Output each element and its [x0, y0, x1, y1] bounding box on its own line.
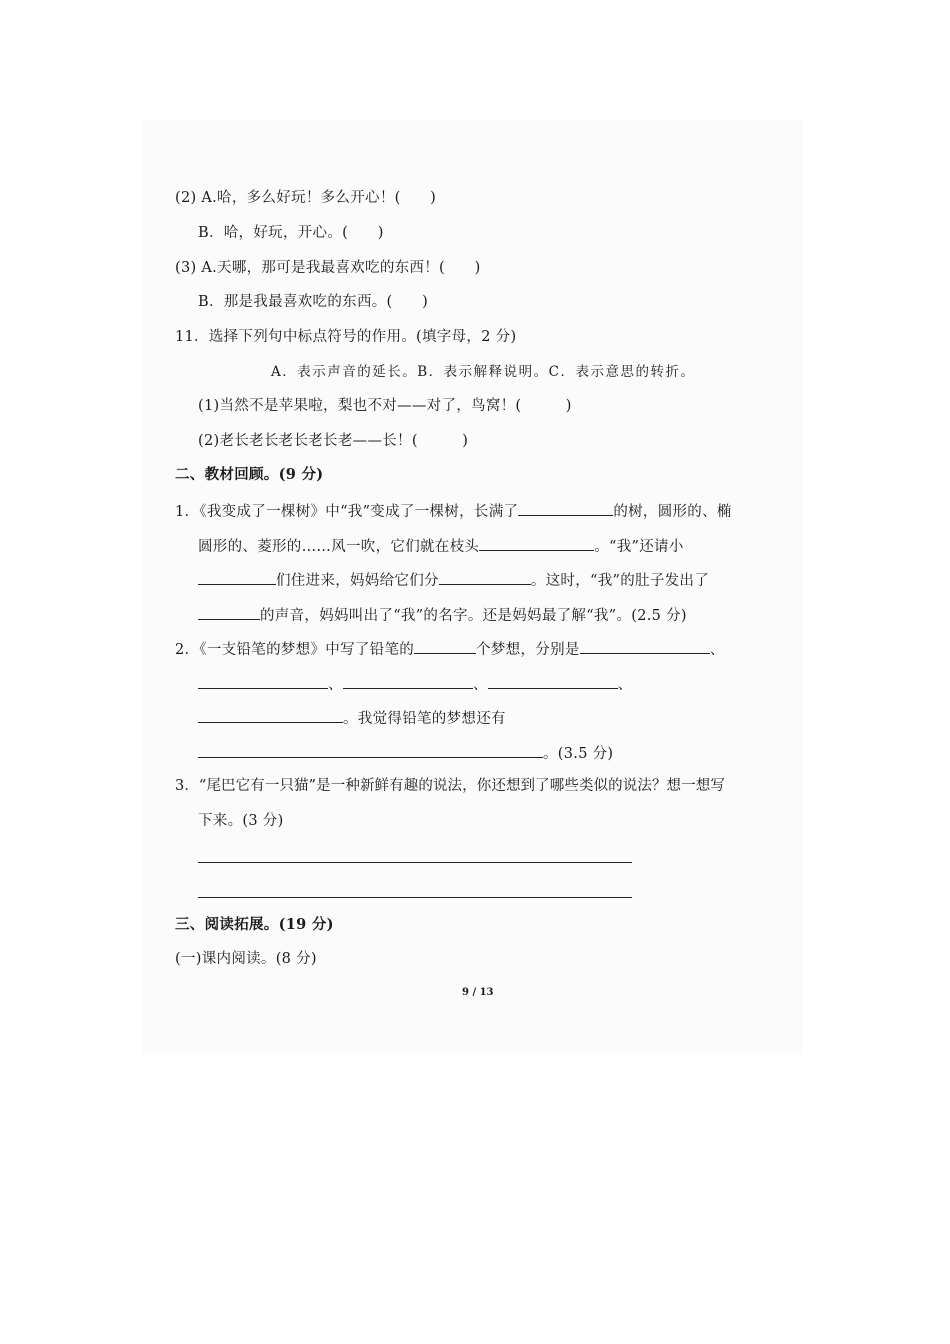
q11-title: 11．选择下列句中标点符号的作用。(填字母，2 分) — [175, 329, 517, 345]
answer-blank[interactable] — [479, 535, 594, 551]
s2q1-line4 — [198, 604, 687, 626]
page-number: 9 / 13 — [462, 987, 494, 998]
s2q2-line3-text: 。我觉得铅笔的梦想还有 — [343, 711, 506, 727]
s2q2-line1-text-a: 2．《一支铅笔的梦想》中写了铅笔的 — [175, 642, 415, 658]
q10-3-option-a: (3) A.天哪，那可是我最喜欢吃的东西！( ) — [175, 260, 481, 276]
q10-2-option-b: B．哈，好玩，开心。( ) — [198, 225, 384, 241]
q11-options: A．表示声音的延长。B．表示解释说明。C．表示意思的转折。 — [271, 364, 696, 380]
s2q1-line1 — [175, 500, 732, 522]
s2q1-line2-text-b: 。“我”还请小 — [594, 539, 684, 555]
answer-blank[interactable] — [198, 673, 328, 689]
separator: 、 — [472, 677, 488, 693]
s2q2-line4 — [198, 742, 613, 764]
answer-blank[interactable] — [488, 673, 618, 689]
section-3-heading: 三、阅读拓展。(19 分) — [175, 916, 334, 933]
answer-blank[interactable] — [198, 569, 276, 585]
answer-line-1[interactable] — [198, 862, 632, 863]
q10-3-option-b: B．那是我最喜欢吃的东西。( ) — [198, 294, 429, 310]
s2q1-line3-text-b: 。这时，“我”的肚子发出了 — [530, 573, 710, 589]
section-2-heading: 二、教材回顾。(9 分) — [175, 466, 324, 483]
s2q3-line2: 下来。(3 分) — [198, 813, 284, 829]
answer-blank[interactable] — [198, 707, 343, 723]
separator: 、 — [617, 677, 633, 693]
q11-item-1: (1)当然不是苹果啦，梨也不对——对了，鸟窝！( ) — [198, 398, 572, 414]
subsection-1-heading: (一)课内阅读。(8 分) — [175, 951, 317, 967]
answer-blank[interactable] — [198, 604, 260, 620]
s2q1-line3-text-a: 们住进来，妈妈给它们分 — [276, 573, 439, 589]
answer-blank[interactable] — [414, 638, 476, 654]
answer-line-2[interactable] — [198, 897, 632, 898]
s2q2-line3 — [198, 707, 506, 729]
answer-blank[interactable] — [439, 569, 531, 585]
s2q1-line1-text-a: 1．《我变成了一棵树》中“我”变成了一棵树，长满了 — [175, 504, 519, 520]
s2q2-line4-text: 。(3.5 分) — [543, 746, 614, 762]
answer-blank[interactable] — [580, 638, 710, 654]
s2q2-line1-text-b: 个梦想，分别是 — [476, 642, 580, 658]
s2q3-line1: 3．“尾巴它有一只猫”是一种新鲜有趣的说法，你还想到了哪些类似的说法？想一想写 — [175, 778, 725, 794]
s2q1-line3 — [198, 569, 709, 591]
answer-blank[interactable] — [343, 673, 473, 689]
answer-blank[interactable] — [198, 742, 543, 758]
separator: 、 — [709, 642, 725, 658]
s2q1-line2 — [198, 535, 684, 557]
separator: 、 — [328, 677, 343, 693]
q11-item-2: (2)老长老长老长老长老——长！( ) — [198, 433, 469, 449]
s2q1-line4-text: 的声音，妈妈叫出了“我”的名字。还是妈妈最了解“我”。(2.5 分) — [260, 608, 687, 624]
answer-blank[interactable] — [518, 500, 613, 516]
s2q1-line1-text-b: 的树，圆形的、椭 — [613, 504, 732, 520]
s2q1-line2-text-a: 圆形的、菱形的……风一吹，它们就在枝头 — [198, 539, 480, 555]
q10-2-option-a: (2) A.哈，多么好玩！多么开心！( ) — [175, 190, 437, 206]
s2q2-line1 — [175, 638, 725, 660]
s2q2-line2 — [198, 673, 632, 695]
